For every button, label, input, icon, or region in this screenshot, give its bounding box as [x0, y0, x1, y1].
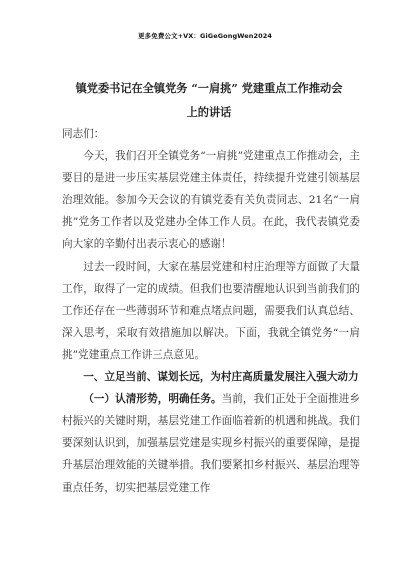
title-line-1: 镇党委书记在全镇党务 “一肩挑” 党建重点工作推动会 [75, 81, 343, 95]
header-note: 更多免费公文+VX：GiGeGongWen2024 [138, 32, 272, 40]
section-heading-1: 一、立足当前、谋划长远，为村庄高质量发展注入强大动力 [83, 371, 359, 384]
paragraph-3 [62, 388, 360, 498]
salutation: 同志们： [62, 128, 105, 140]
document-body [62, 123, 360, 499]
paragraph-1: 今天，我们召开全镇党务“一肩挑”党建重点工作推动会，主要目的是进一步压实基层党建主体责任，持续提升党建引领基层治理效能。参加今天会议的有镇党委有关负责同志、21名“一肩挑”党务工作者以及党建办全体工作人员。在此，我代表镇党委向大家的辛勤付出表示衷心的感谢！ [62, 150, 360, 251]
document-title [56, 76, 362, 124]
title-line-2: 上的讲话 [186, 105, 232, 119]
paragraph-3-text: 当前，我们正处于全面推进乡村振兴的关键时期，基层党建工作面临着新的机遇和挑战。我们要深刻认识到，加强基层党建是实现乡村振兴的重要保障，是提升基层治理效能的关键举措。我们要紧扣乡村振兴、基层治理等重点任务，切实把基层党建工作 [62, 393, 361, 494]
subheading-1: （一）认清形势，明确任务。 [83, 393, 222, 406]
paragraph-2: 过去一段时间，大家在基层党建和村庄治理等方面做了大量工作，取得了一定的成绩。但我们也要清醒地认识到当前我们的工作还存在一些薄弱环节和难点堵点问题，需要我们认真总结、深入思考，采取有效措施加以解决。下面，我就全镇党务“一肩挑”党建重点工作讲三点意见。 [62, 260, 360, 361]
